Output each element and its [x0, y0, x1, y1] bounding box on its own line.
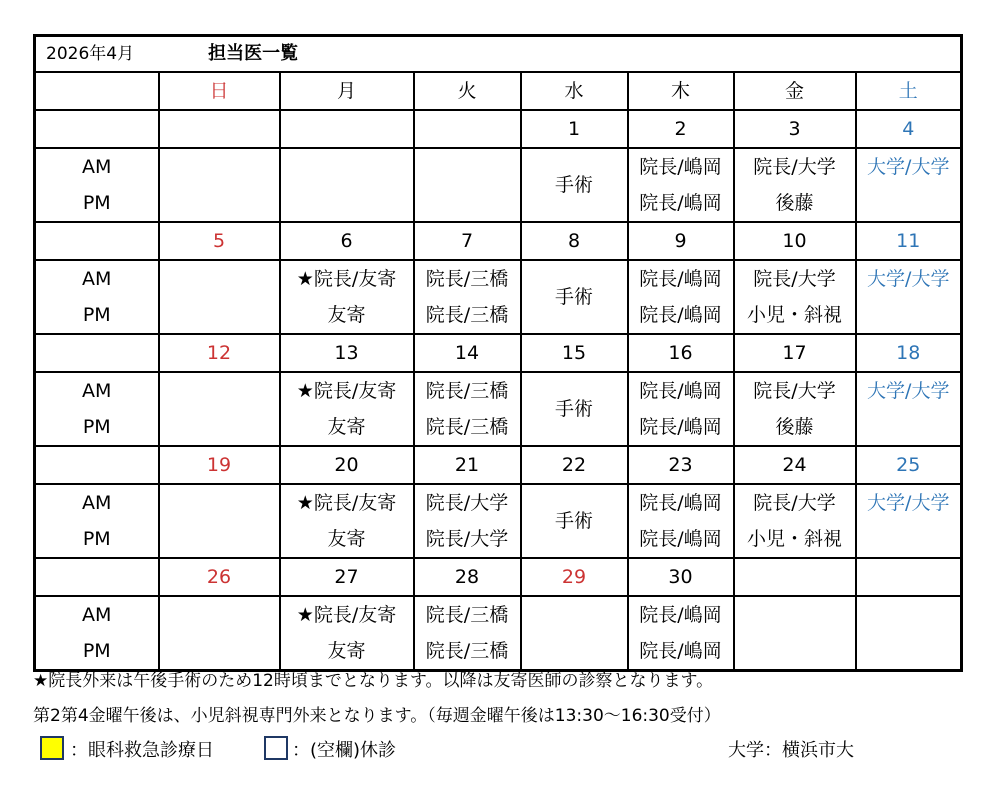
pm-assignment: 小児・斜視	[746, 304, 842, 326]
slot-row	[35, 260, 962, 334]
legend-emergency: ：眼科救急診療日	[70, 740, 214, 761]
date-cell	[414, 110, 521, 148]
date-cell	[734, 558, 856, 596]
date-cell: 2	[628, 110, 734, 148]
pm-assignment	[415, 185, 520, 221]
slot-cell-tue	[414, 148, 521, 222]
date-cell: 18	[856, 334, 962, 372]
date-cell: 21	[414, 446, 521, 484]
note-director: ★院長外来は午後手術のため12時頃までとなります。以降は友寄医師の診察となります。	[33, 671, 714, 691]
date-row	[35, 446, 962, 484]
slot-cell-tue	[414, 484, 521, 558]
slot-cell-sun	[159, 148, 280, 222]
slot-cell-sun	[159, 260, 280, 334]
date-cell: 30	[628, 558, 734, 596]
am-label: AM	[82, 604, 112, 626]
am-assignment: 大学/大学	[867, 156, 950, 178]
slot-row	[35, 596, 962, 671]
am-assignment: 大学/大学	[867, 380, 950, 402]
slot-cell-sat	[856, 148, 962, 222]
pm-assignment: 院長/嶋岡	[639, 192, 722, 214]
am-assignment: 大学/大学	[867, 492, 950, 514]
am-assignment: 院長/三橋	[425, 268, 509, 290]
am-assignment	[415, 149, 520, 185]
pm-assignment	[160, 297, 279, 333]
date-cell: 1	[521, 110, 628, 148]
ampm-label-cell	[35, 596, 159, 671]
pm-assignment: 院長/三橋	[425, 304, 509, 326]
weekday-sun: 日	[159, 72, 280, 110]
date-cell: 27	[280, 558, 414, 596]
slot-cell-mon	[280, 148, 414, 222]
slot-cell-thu	[628, 372, 734, 446]
slot-cell-fri	[734, 148, 856, 222]
slot-cell-wed: 手術	[521, 148, 628, 222]
am-assignment	[160, 149, 279, 185]
pm-assignment: 院長/三橋	[425, 416, 509, 438]
pm-assignment: 後藤	[775, 192, 814, 214]
am-assignment	[160, 373, 279, 409]
note-pediatric: 第2第4金曜午後は、小児斜視専門外来となります。（毎週金曜午後は13:30〜16:30受付）	[33, 706, 721, 726]
legend-university: 大学：横浜市大	[728, 740, 854, 761]
pm-assignment: 院長/嶋岡	[639, 416, 722, 438]
pm-assignment: 友寄	[327, 304, 366, 326]
pm-assignment: 院長/嶋岡	[639, 640, 722, 662]
title-row	[35, 36, 962, 73]
date-row-label	[35, 558, 159, 596]
date-row-label	[35, 222, 159, 260]
date-cell: 16	[628, 334, 734, 372]
date-cell: 6	[280, 222, 414, 260]
date-row-label	[35, 334, 159, 372]
date-row	[35, 222, 962, 260]
date-cell: 24	[734, 446, 856, 484]
slot-row	[35, 372, 962, 446]
slot-cell-thu	[628, 148, 734, 222]
weekday-fri: 金	[734, 72, 856, 110]
am-assignment	[281, 149, 413, 185]
weekday-sat: 土	[856, 72, 962, 110]
am-assignment: 院長/大学	[753, 156, 836, 178]
date-cell: 17	[734, 334, 856, 372]
slot-cell-sat	[856, 260, 962, 334]
date-cell: 25	[856, 446, 962, 484]
pm-label: PM	[82, 192, 111, 214]
slot-cell-thu	[628, 484, 734, 558]
slot-cell-fri	[734, 372, 856, 446]
weekday-header-row	[35, 72, 962, 110]
am-assignment: 院長/三橋	[425, 604, 509, 626]
page-title: 担当医一覧	[208, 43, 299, 64]
pm-assignment	[857, 297, 961, 333]
am-assignment: 院長/嶋岡	[639, 604, 722, 626]
pm-assignment: 院長/嶋岡	[639, 528, 722, 550]
pm-assignment	[857, 185, 961, 221]
pm-assignment: 院長/大学	[425, 528, 509, 550]
slot-cell-fri	[734, 260, 856, 334]
ampm-label-cell	[35, 148, 159, 222]
slot-cell-sat	[856, 596, 962, 671]
am-assignment	[160, 485, 279, 521]
pm-assignment	[160, 185, 279, 221]
date-cell: 20	[280, 446, 414, 484]
weekday-tue: 火	[414, 72, 521, 110]
slot-cell-sat	[856, 372, 962, 446]
closed-swatch	[264, 736, 288, 760]
am-label: AM	[82, 492, 112, 514]
ampm-label-cell	[35, 260, 159, 334]
pm-assignment: 友寄	[327, 528, 366, 550]
slot-row	[35, 148, 962, 222]
pm-label: PM	[82, 416, 111, 438]
am-assignment: 院長/嶋岡	[639, 492, 722, 514]
slot-cell-fri	[734, 484, 856, 558]
pm-assignment: 友寄	[327, 416, 366, 438]
slot-cell-thu	[628, 260, 734, 334]
slot-cell-wed: 手術	[521, 372, 628, 446]
date-cell: 14	[414, 334, 521, 372]
pm-assignment	[522, 633, 627, 669]
am-assignment: ★院長/友寄	[296, 268, 397, 290]
date-cell: 7	[414, 222, 521, 260]
slot-cell-sun	[159, 484, 280, 558]
am-assignment: 院長/嶋岡	[639, 156, 722, 178]
am-label: AM	[82, 380, 112, 402]
am-assignment	[160, 597, 279, 633]
am-assignment: ★院長/友寄	[296, 492, 397, 514]
pm-label: PM	[82, 304, 111, 326]
pm-assignment	[160, 521, 279, 557]
date-row	[35, 334, 962, 372]
slot-cell-mon	[280, 372, 414, 446]
date-row	[35, 558, 962, 596]
ampm-label-cell	[35, 372, 159, 446]
am-assignment: 院長/大学	[753, 492, 836, 514]
date-cell: 29	[521, 558, 628, 596]
weekday-wed: 水	[521, 72, 628, 110]
date-cell: 8	[521, 222, 628, 260]
date-cell: 26	[159, 558, 280, 596]
pm-assignment	[281, 185, 413, 221]
date-cell: 9	[628, 222, 734, 260]
slot-cell-wed	[521, 596, 628, 671]
pm-assignment: 友寄	[327, 640, 366, 662]
title-cell	[35, 36, 962, 73]
slot-cell-thu	[628, 596, 734, 671]
am-assignment	[160, 261, 279, 297]
slot-cell-mon	[280, 260, 414, 334]
pm-assignment	[857, 409, 961, 445]
am-assignment: 院長/大学	[753, 380, 836, 402]
date-cell: 22	[521, 446, 628, 484]
pm-label: PM	[82, 640, 111, 662]
ampm-label-cell	[35, 484, 159, 558]
date-cell: 28	[414, 558, 521, 596]
weekday-mon: 月	[280, 72, 414, 110]
date-cell: 23	[628, 446, 734, 484]
date-cell	[159, 110, 280, 148]
schedule-table	[33, 34, 963, 672]
month-label: 2026年4月	[46, 44, 135, 64]
am-assignment	[735, 597, 855, 633]
date-cell: 15	[521, 334, 628, 372]
pm-assignment: 院長/嶋岡	[639, 304, 722, 326]
slot-cell-mon	[280, 484, 414, 558]
pm-assignment	[160, 409, 279, 445]
slot-cell-mon	[280, 596, 414, 671]
pm-assignment: 後藤	[775, 416, 814, 438]
slot-cell-wed: 手術	[521, 260, 628, 334]
am-assignment	[857, 597, 961, 633]
date-row-label	[35, 446, 159, 484]
am-assignment: 院長/三橋	[425, 380, 509, 402]
date-row	[35, 110, 962, 148]
date-cell: 19	[159, 446, 280, 484]
slot-row	[35, 484, 962, 558]
slot-cell-tue	[414, 596, 521, 671]
slot-cell-sat	[856, 484, 962, 558]
weekday-thu: 木	[628, 72, 734, 110]
am-assignment: ★院長/友寄	[296, 380, 397, 402]
date-cell	[280, 110, 414, 148]
pm-label: PM	[82, 528, 111, 550]
date-cell: 12	[159, 334, 280, 372]
date-cell: 4	[856, 110, 962, 148]
pm-assignment: 院長/三橋	[425, 640, 509, 662]
date-cell: 13	[280, 334, 414, 372]
am-assignment: 院長/嶋岡	[639, 380, 722, 402]
am-assignment	[522, 597, 627, 633]
am-label: AM	[82, 268, 112, 290]
legend-closed: ：(空欄)休診	[292, 740, 397, 761]
date-cell: 11	[856, 222, 962, 260]
slot-cell-fri	[734, 596, 856, 671]
slot-cell-tue	[414, 260, 521, 334]
pm-assignment	[857, 633, 961, 669]
slot-cell-tue	[414, 372, 521, 446]
pm-assignment	[735, 633, 855, 669]
date-cell: 10	[734, 222, 856, 260]
pm-assignment: 小児・斜視	[746, 528, 842, 550]
slot-cell-sun	[159, 596, 280, 671]
corner-cell	[35, 72, 159, 110]
am-label: AM	[82, 156, 112, 178]
date-row-label	[35, 110, 159, 148]
pm-assignment	[160, 633, 279, 669]
date-cell	[856, 558, 962, 596]
am-assignment: 院長/嶋岡	[639, 268, 722, 290]
am-assignment: 院長/大学	[425, 492, 509, 514]
am-assignment: ★院長/友寄	[296, 604, 397, 626]
slot-cell-wed: 手術	[521, 484, 628, 558]
am-assignment: 大学/大学	[867, 268, 950, 290]
date-cell: 5	[159, 222, 280, 260]
emergency-swatch	[40, 736, 64, 760]
slot-cell-sun	[159, 372, 280, 446]
pm-assignment	[857, 521, 961, 557]
date-cell: 3	[734, 110, 856, 148]
am-assignment: 院長/大学	[753, 268, 836, 290]
